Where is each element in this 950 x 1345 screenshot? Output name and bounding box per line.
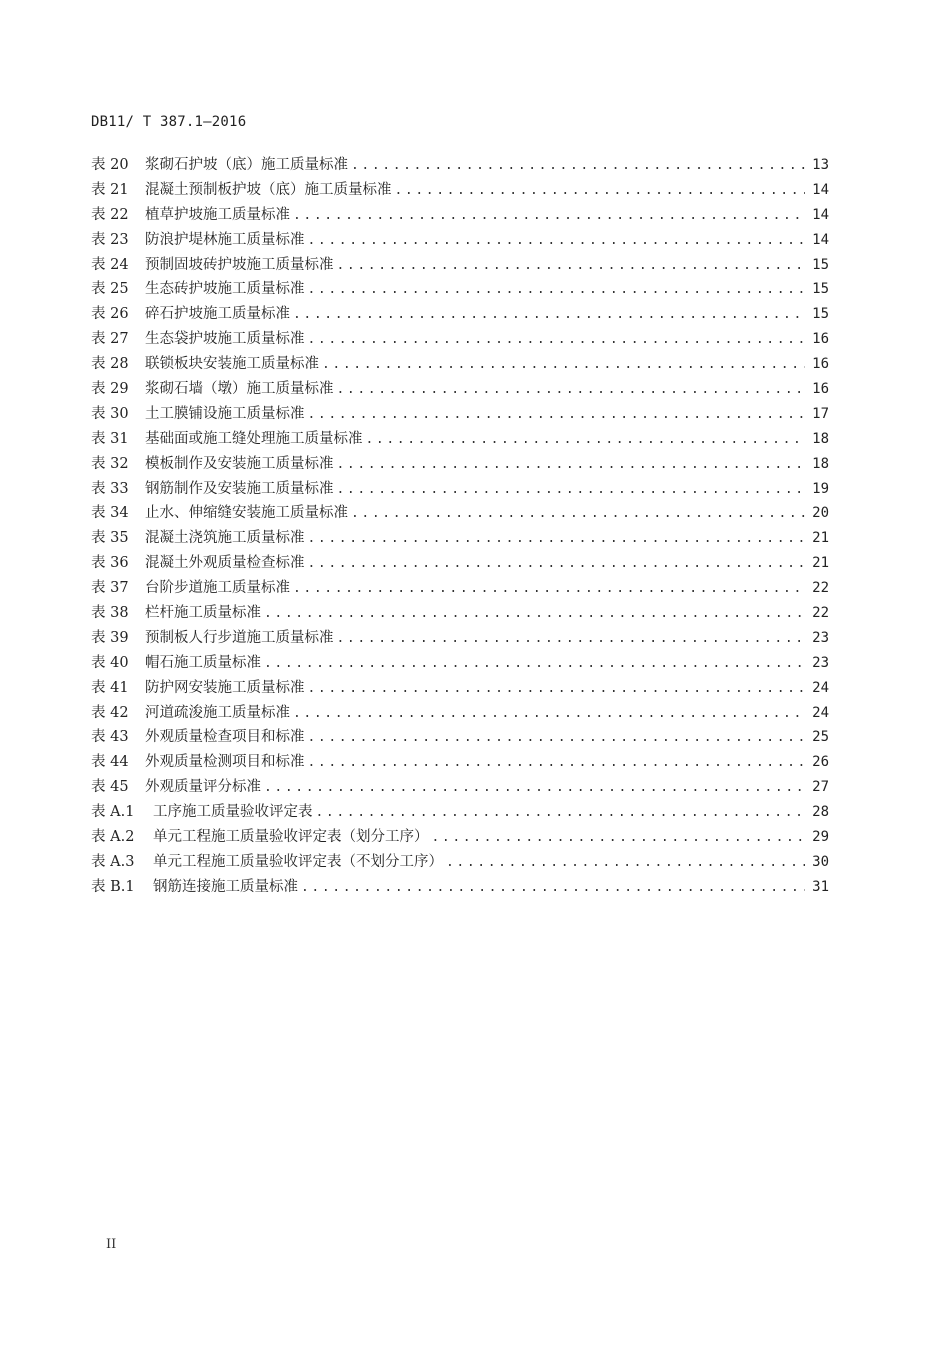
toc-entry-page: 31 bbox=[812, 878, 829, 895]
toc-entry-page: 16 bbox=[812, 356, 829, 373]
toc-entry[interactable] bbox=[91, 203, 829, 228]
toc-entry-label: 表 27 bbox=[91, 331, 129, 348]
toc-entry-title: 单元工程施工质量验收评定表（不划分工序） bbox=[153, 853, 443, 870]
toc-entry-title: 钢筋连接施工质量标准 bbox=[153, 878, 298, 895]
toc-entry[interactable] bbox=[91, 402, 829, 427]
toc-dot-leader bbox=[308, 527, 806, 552]
toc-entry-label: 表 44 bbox=[91, 754, 129, 771]
toc-entry[interactable] bbox=[91, 750, 829, 775]
toc-entry-title: 碎石护坡施工质量标准 bbox=[145, 306, 290, 323]
toc-entry[interactable] bbox=[91, 352, 829, 377]
toc-entry-title: 土工膜铺设施工质量标准 bbox=[145, 405, 305, 422]
toc-entry-title: 预制固坡砖护坡施工质量标准 bbox=[145, 256, 334, 273]
toc-entry-title: 外观质量检测项目和标准 bbox=[145, 754, 305, 771]
toc-entry[interactable] bbox=[91, 551, 829, 576]
toc-entry-label: 表 37 bbox=[91, 580, 129, 597]
toc-dot-leader bbox=[337, 378, 806, 403]
toc-dot-leader bbox=[264, 602, 805, 627]
toc-entry-label: 表 A.2 bbox=[91, 829, 135, 846]
toc-entry[interactable] bbox=[91, 178, 829, 203]
toc-entry-page: 14 bbox=[812, 181, 829, 198]
toc-entry-title: 防护网安装施工质量标准 bbox=[145, 679, 305, 696]
toc-entry-title: 预制板人行步道施工质量标准 bbox=[145, 629, 334, 646]
toc-entry-page: 25 bbox=[812, 729, 829, 746]
toc-dot-leader bbox=[293, 204, 805, 229]
toc-entry-label: 表 45 bbox=[91, 779, 129, 796]
toc-entry[interactable] bbox=[91, 725, 829, 750]
toc-dot-leader bbox=[308, 229, 806, 254]
toc-dot-leader bbox=[264, 652, 805, 677]
toc-entry-page: 13 bbox=[812, 157, 829, 173]
toc-dot-leader bbox=[264, 776, 805, 801]
toc-entry-label: 表 42 bbox=[91, 704, 129, 721]
toc-dot-leader bbox=[308, 278, 806, 303]
toc-dot-leader bbox=[301, 876, 805, 901]
toc-entry-page: 30 bbox=[812, 853, 829, 870]
toc-entry-label: 表 28 bbox=[91, 356, 129, 373]
toc-dot-leader bbox=[293, 577, 805, 602]
toc-entry[interactable] bbox=[91, 825, 829, 850]
toc-entry-label: 表 34 bbox=[91, 505, 129, 522]
toc-entry-label: 表 32 bbox=[91, 455, 129, 472]
toc-entry[interactable] bbox=[91, 875, 829, 900]
toc-entry-page: 19 bbox=[812, 480, 829, 497]
toc-entry-label: 表 38 bbox=[91, 605, 129, 622]
toc-entry-title: 帽石施工质量标准 bbox=[145, 654, 261, 671]
toc-entry-page: 22 bbox=[812, 605, 829, 622]
toc-entry-page: 16 bbox=[812, 331, 829, 348]
toc-entry-label: 表 21 bbox=[91, 181, 129, 198]
toc-entry[interactable] bbox=[91, 601, 829, 626]
toc-dot-leader bbox=[308, 552, 806, 577]
toc-entry-title: 外观质量评分标准 bbox=[145, 779, 261, 796]
toc-dot-leader bbox=[337, 478, 806, 503]
toc-dot-leader bbox=[337, 627, 806, 652]
toc-entry-page: 15 bbox=[812, 256, 829, 273]
toc-entry-page: 15 bbox=[812, 306, 829, 323]
toc-entry-title: 混凝土预制板护坡（底）施工质量标准 bbox=[145, 181, 392, 198]
toc-dot-leader bbox=[308, 726, 806, 751]
document-id: DB11/ T 387.1—2016 bbox=[91, 114, 247, 130]
toc-dot-leader bbox=[316, 801, 806, 826]
toc-entry-title: 浆砌石墙（墩）施工质量标准 bbox=[145, 381, 334, 398]
toc-entry[interactable] bbox=[91, 477, 829, 502]
toc-entry-label: 表 35 bbox=[91, 530, 129, 547]
toc-entry-label: 表 24 bbox=[91, 256, 129, 273]
toc-entry[interactable] bbox=[91, 277, 829, 302]
toc-entry-title: 台阶步道施工质量标准 bbox=[145, 580, 290, 597]
toc-entry-title: 联锁板块安装施工质量标准 bbox=[145, 356, 319, 373]
toc-entry-page: 21 bbox=[812, 555, 829, 572]
toc-entry-title: 工序施工质量验收评定表 bbox=[153, 804, 313, 821]
toc-entry-label: 表 41 bbox=[91, 679, 129, 696]
toc-entry-title: 单元工程施工质量验收评定表（划分工序） bbox=[153, 829, 429, 846]
toc-entry[interactable] bbox=[91, 775, 829, 800]
toc-dot-leader bbox=[337, 254, 806, 279]
toc-entry-page: 14 bbox=[812, 231, 829, 248]
toc-entry-title: 栏杆施工质量标准 bbox=[145, 605, 261, 622]
toc-entry-page: 26 bbox=[812, 754, 829, 771]
toc-entry-page: 23 bbox=[812, 654, 829, 671]
toc-entry-title: 防浪护堤林施工质量标准 bbox=[145, 231, 305, 248]
toc-entry[interactable] bbox=[91, 501, 829, 526]
toc-entry-page: 15 bbox=[812, 281, 829, 298]
toc-dot-leader bbox=[308, 677, 806, 702]
toc-entry-title: 植草护坡施工质量标准 bbox=[145, 206, 290, 223]
toc-entry[interactable] bbox=[91, 626, 829, 651]
toc-entry[interactable] bbox=[91, 676, 829, 701]
toc-entry-label: 表 43 bbox=[91, 729, 129, 746]
toc-entry[interactable] bbox=[91, 651, 829, 676]
toc-entry[interactable] bbox=[91, 377, 829, 402]
toc-dot-leader bbox=[308, 751, 806, 776]
toc-entry-label: 表 36 bbox=[91, 555, 129, 572]
toc-entry-title: 止水、伸缩缝安装施工质量标准 bbox=[145, 505, 348, 522]
toc-entry[interactable] bbox=[91, 800, 829, 825]
toc-entry-title: 模板制作及安装施工质量标准 bbox=[145, 455, 334, 472]
toc-entry[interactable] bbox=[91, 302, 829, 327]
toc-entry-label: 表 26 bbox=[91, 306, 129, 323]
toc-entry-page: 28 bbox=[812, 804, 829, 821]
toc-dot-leader bbox=[293, 303, 805, 328]
toc-entry-page: 27 bbox=[812, 779, 829, 796]
toc-entry-page: 22 bbox=[812, 580, 829, 597]
toc-entry[interactable] bbox=[91, 701, 829, 726]
toc-entry-title: 外观质量检查项目和标准 bbox=[145, 729, 305, 746]
toc-entry-label: 表 A.1 bbox=[91, 804, 135, 821]
toc-entry-title: 生态砖护坡施工质量标准 bbox=[145, 281, 305, 298]
toc-entry[interactable] bbox=[91, 850, 829, 875]
toc-entry[interactable] bbox=[91, 327, 829, 352]
toc-entry-page: 17 bbox=[812, 405, 829, 422]
toc-dot-leader bbox=[293, 702, 805, 727]
toc-entry[interactable] bbox=[91, 526, 829, 551]
toc-entry-label: 表 A.3 bbox=[91, 853, 135, 870]
toc-entry[interactable] bbox=[91, 427, 829, 452]
toc-entry[interactable] bbox=[91, 153, 829, 178]
toc-dot-leader bbox=[308, 328, 806, 353]
toc-entry-label: 表 23 bbox=[91, 231, 129, 248]
toc-entry[interactable] bbox=[91, 452, 829, 477]
toc-entry-title: 浆砌石护坡（底）施工质量标准 bbox=[145, 157, 348, 173]
toc-entry-title: 河道疏浚施工质量标准 bbox=[145, 704, 290, 721]
toc-entry-label: 表 29 bbox=[91, 381, 129, 398]
toc-entry-page: 14 bbox=[812, 206, 829, 223]
toc-dot-leader bbox=[351, 502, 805, 527]
toc-entry[interactable] bbox=[91, 228, 829, 253]
toc-entry-label: 表 31 bbox=[91, 430, 129, 447]
toc-entry-page: 24 bbox=[812, 679, 829, 696]
toc-entry-page: 18 bbox=[812, 430, 829, 447]
toc-entry-page: 24 bbox=[812, 704, 829, 721]
toc-entry-page: 21 bbox=[812, 530, 829, 547]
toc-dot-leader bbox=[446, 851, 805, 876]
toc-entry-label: 表 B.1 bbox=[91, 878, 135, 895]
toc-dot-leader bbox=[366, 428, 806, 453]
toc-dot-leader bbox=[337, 453, 806, 478]
table-of-contents bbox=[91, 153, 829, 900]
toc-dot-leader bbox=[351, 154, 805, 179]
toc-entry[interactable] bbox=[91, 576, 829, 601]
toc-entry-label: 表 30 bbox=[91, 405, 129, 422]
toc-entry-page: 18 bbox=[812, 455, 829, 472]
toc-dot-leader bbox=[432, 826, 806, 851]
toc-entry-label: 表 20 bbox=[91, 157, 129, 173]
toc-entry[interactable] bbox=[91, 253, 829, 278]
toc-entry-page: 23 bbox=[812, 629, 829, 646]
toc-entry-title: 钢筋制作及安装施工质量标准 bbox=[145, 480, 334, 497]
toc-entry-page: 29 bbox=[812, 829, 829, 846]
toc-entry-label: 表 40 bbox=[91, 654, 129, 671]
toc-entry-title: 混凝土浇筑施工质量标准 bbox=[145, 530, 305, 547]
toc-entry-title: 混凝土外观质量检查标准 bbox=[145, 555, 305, 572]
toc-entry-label: 表 39 bbox=[91, 629, 129, 646]
toc-entry-label: 表 22 bbox=[91, 206, 129, 223]
page-number: II bbox=[106, 1237, 117, 1252]
toc-entry-title: 生态袋护坡施工质量标准 bbox=[145, 331, 305, 348]
toc-entry-label: 表 33 bbox=[91, 480, 129, 497]
toc-dot-leader bbox=[395, 179, 806, 204]
toc-dot-leader bbox=[322, 353, 805, 378]
toc-entry-page: 16 bbox=[812, 381, 829, 398]
toc-entry-page: 20 bbox=[812, 505, 829, 522]
toc-entry-title: 基础面或施工缝处理施工质量标准 bbox=[145, 430, 363, 447]
toc-dot-leader bbox=[308, 403, 806, 428]
toc-entry-label: 表 25 bbox=[91, 281, 129, 298]
